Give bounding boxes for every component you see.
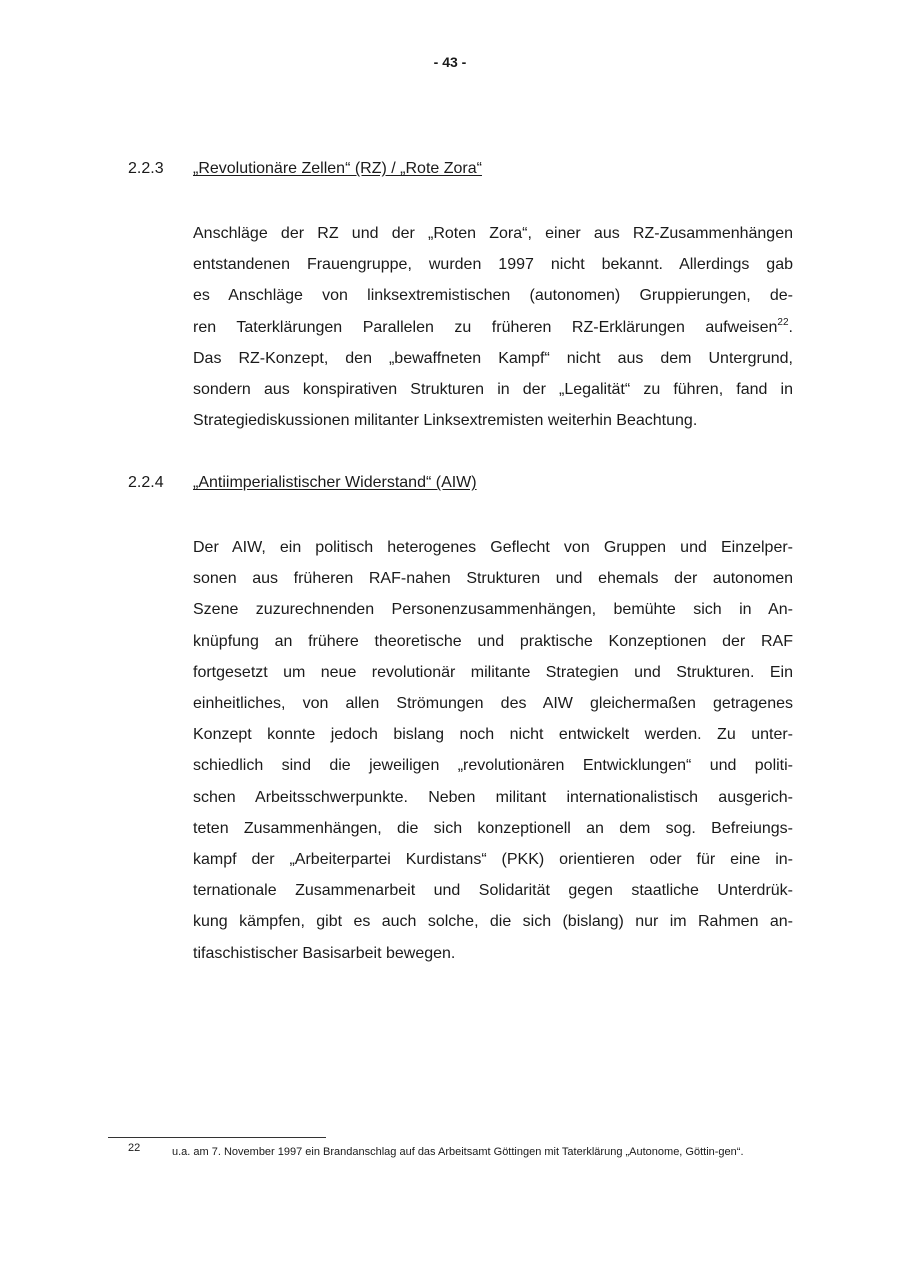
section-title: „Revolutionäre Zellen“ (RZ) / „Rote Zora“ (193, 160, 482, 177)
text-line: Der AIW, ein politisch heterogenes Geflecht von Gruppen und Einzelper- (193, 539, 793, 556)
text-line-with-footnote (193, 312, 793, 343)
footnote-number: 22 (128, 1142, 141, 1154)
footnote-ref-punct: . (788, 318, 793, 336)
page-number: - 43 - (433, 54, 467, 70)
section-number: 2.2.3 (128, 160, 164, 177)
text-line: knüpfung an frühere theoretische und praktische Konzeptionen der RAF (193, 632, 793, 650)
text-line: tifaschistischer Basisarbeit bewegen. (193, 944, 456, 962)
text-line: ren Taterklärungen Parallelen zu früheren RZ-Erklärungen aufweisen (193, 318, 778, 336)
text-line: einheitliches, von allen Strömungen des AIW gleichermaßen getragenes (193, 695, 793, 713)
text-line: Das RZ-Konzept, den „bewaffneten Kampf“ nicht aus dem Untergrund, (193, 349, 793, 367)
text-line: Strategiediskussionen militanter Linksextremisten weiterhin Beachtung. (193, 412, 698, 430)
text-line: Konzept konnte jedoch bislang noch nicht entwickelt werden. Zu unter- (193, 726, 793, 744)
text-line: Szene zuzurechnenden Personenzusammenhängen, bemühte sich in An- (193, 601, 793, 619)
section-number: 2.2.4 (128, 474, 164, 491)
section-paragraph (193, 218, 793, 436)
footnote-text: u.a. am 7. November 1997 ein Brandanschlag auf das Arbeitsamt Göttingen mit Taterklärung „Autonome, Göttin-gen“. (172, 1146, 744, 1158)
footnote-separator (108, 1137, 326, 1138)
text-line: sonen aus früheren RAF-nahen Strukturen und ehemals der autonomen (193, 570, 793, 588)
text-line: teten Zusammenhängen, die sich konzeptionell an dem sog. Befreiungs- (193, 819, 793, 837)
text-line: kung kämpfen, gibt es auch solche, die sich (bislang) nur im Rahmen an- (193, 913, 793, 931)
text-line: entstandenen Frauengruppe, wurden 1997 nicht bekannt. Allerdings gab (193, 256, 793, 274)
text-line: Anschläge der RZ und der „Roten Zora“, einer aus RZ-Zusammenhängen (193, 225, 793, 242)
text-line: kampf der „Arbeiterpartei Kurdistans“ (PKK) orientieren oder für eine in- (193, 851, 793, 869)
text-line: schen Arbeitsschwerpunkte. Neben militant internationalistisch ausgerich- (193, 788, 793, 806)
footnote-reference[interactable]: 22 (777, 316, 789, 328)
text-line: es Anschläge von linksextremistischen (autonomen) Gruppierungen, de- (193, 287, 793, 305)
text-line: sondern aus konspirativen Strukturen in der „Legalität“ zu führen, fand in (193, 381, 793, 399)
text-line: fortgesetzt um neue revolutionär militante Strategien und Strukturen. Ein (193, 663, 793, 681)
section-title: „Antiimperialistischer Widerstand“ (AIW) (193, 474, 477, 491)
text-line: ternationale Zusammenarbeit und Solidarität gegen staatliche Unterdrük- (193, 882, 793, 900)
section-paragraph (193, 532, 793, 969)
text-line: schiedlich sind die jeweiligen „revolutionären Entwicklungen“ und politi- (193, 757, 793, 775)
